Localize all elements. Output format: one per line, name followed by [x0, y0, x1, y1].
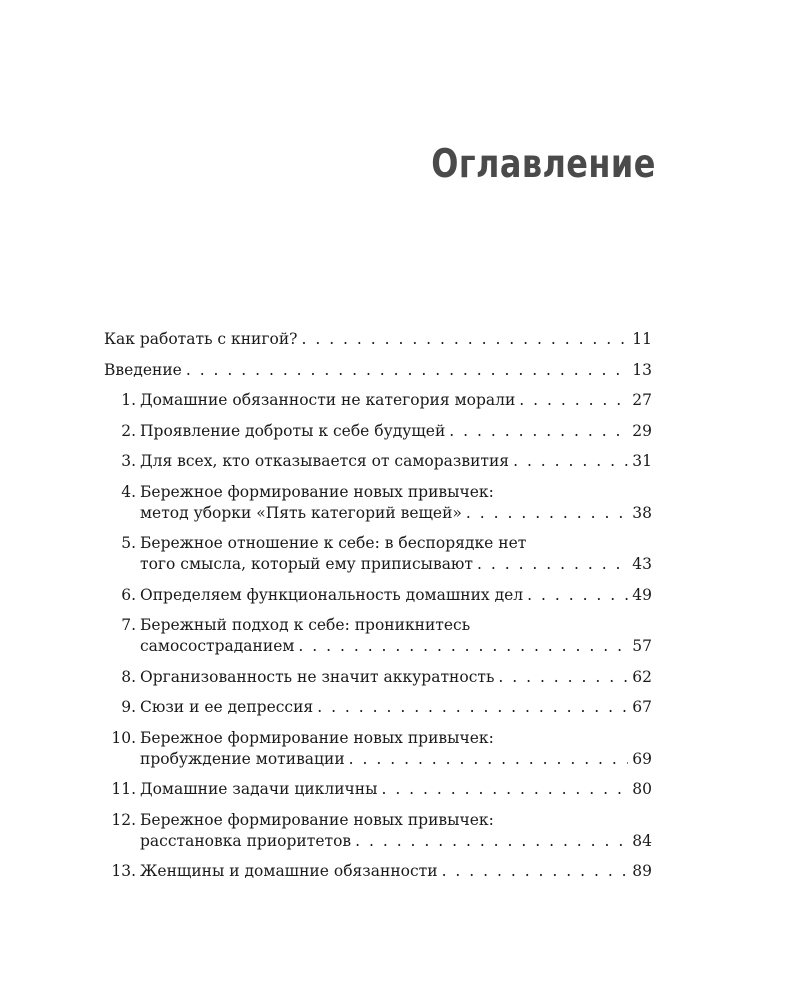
toc-page-number: 11 [632, 330, 652, 348]
toc-entry-chapter-8[interactable] [104, 667, 652, 688]
toc-page-number: 67 [632, 698, 652, 716]
dot-leader [317, 697, 628, 718]
chapter-number: 7. [121, 616, 136, 634]
toc-page-number: 38 [632, 503, 652, 522]
toc-page-number: 80 [632, 780, 652, 798]
chapter-number: 9. [121, 698, 136, 716]
toc-entry-title: Бережное формирование новых привычек: [140, 810, 494, 829]
toc-entry-chapter-2[interactable] [104, 421, 652, 442]
chapter-number: 8. [121, 667, 136, 686]
toc-entry-chapter-13[interactable] [104, 861, 652, 882]
toc-page-number: 84 [632, 831, 652, 850]
dot-leader [381, 779, 628, 800]
toc-entry-title: Проявление доброты к себе будущей [140, 421, 446, 440]
toc-entry-title: Женщины и домашние обязанности [140, 862, 438, 880]
toc-entry-chapter-4[interactable] [104, 482, 652, 524]
dot-leader [298, 636, 628, 657]
toc-entry-title-continued: пробуждение мотивации [140, 749, 345, 768]
toc-entry-chapter-11[interactable] [104, 779, 652, 800]
chapter-number: 2. [121, 421, 136, 440]
chapter-number: 13. [111, 862, 136, 880]
toc-entry-chapter-10[interactable] [104, 728, 652, 770]
dot-leader [302, 329, 629, 350]
dot-leader [519, 390, 628, 411]
toc-entry-title: Сюзи и ее депрессия [140, 698, 314, 716]
chapter-number: 5. [121, 534, 136, 552]
toc-entry-title: Введение [104, 360, 182, 379]
toc-entry-title-continued: того смысла, который ему приписывают [140, 555, 474, 573]
dot-leader [349, 749, 629, 770]
toc-page-number: 57 [632, 637, 652, 655]
toc-entry-title-continued: самосостраданием [140, 637, 295, 655]
toc-page-number: 31 [632, 452, 652, 470]
toc-entry-title: Организованность не значит аккуратность [140, 667, 495, 686]
dot-leader [527, 585, 628, 606]
toc-page-number: 69 [632, 749, 652, 768]
dot-leader [449, 421, 628, 442]
chapter-number: 3. [121, 452, 136, 470]
dot-leader [355, 831, 628, 852]
chapter-number: 11. [111, 780, 136, 798]
toc-entry-chapter-9[interactable] [104, 697, 652, 718]
dot-leader [466, 503, 628, 524]
toc-page-number: 27 [632, 391, 652, 409]
toc-entry-title: Как работать с книгой? [104, 330, 298, 348]
toc-page-number: 29 [632, 421, 652, 440]
toc-entry-chapter-3[interactable] [104, 451, 652, 472]
toc-page-number: 49 [632, 585, 652, 604]
toc-page-number: 89 [632, 862, 652, 880]
chapter-number: 10. [111, 728, 136, 747]
toc-entry-title: Бережное формирование новых привычек: [140, 482, 494, 501]
toc-entry-title: Бережное отношение к себе: в беспорядке нет [140, 534, 527, 552]
toc-entry-title: Домашние обязанности не категория морали [140, 391, 516, 409]
table-of-contents [104, 329, 652, 892]
toc-entry-chapter-1[interactable] [104, 390, 652, 411]
dot-leader [498, 667, 628, 688]
toc-entry-title: Домашние задачи цикличны [140, 780, 378, 798]
chapter-number: 6. [121, 585, 136, 604]
toc-entry-title: Определяем функциональность домашних дел [140, 585, 524, 604]
page-title: Оглавление [431, 142, 656, 187]
toc-entry-title: Бережное формирование новых привычек: [140, 728, 494, 747]
chapter-number: 4. [121, 482, 136, 501]
chapter-number: 1. [121, 391, 136, 409]
toc-entry-chapter-7[interactable] [104, 615, 652, 657]
toc-entry-title-continued: метод уборки «Пять категорий вещей» [140, 503, 462, 522]
dot-leader [477, 554, 628, 575]
toc-entry-chapter-6[interactable] [104, 585, 652, 606]
chapter-number: 12. [111, 810, 136, 829]
dot-leader [186, 360, 628, 381]
dot-leader [442, 861, 629, 882]
toc-entry-title: Для всех, кто отказывается от саморазвития [140, 452, 510, 470]
toc-entry-how-to-use[interactable] [104, 329, 652, 350]
toc-entry-title: Бережный подход к себе: проникнитесь [140, 616, 471, 634]
toc-page-number: 13 [632, 360, 652, 379]
toc-entry-chapter-12[interactable] [104, 810, 652, 852]
toc-page-number: 43 [632, 555, 652, 573]
toc-entry-introduction[interactable] [104, 360, 652, 381]
toc-entry-title-continued: расстановка приоритетов [140, 831, 352, 850]
dot-leader [513, 451, 628, 472]
toc-entry-chapter-5[interactable] [104, 533, 652, 575]
toc-page-number: 62 [632, 667, 652, 686]
